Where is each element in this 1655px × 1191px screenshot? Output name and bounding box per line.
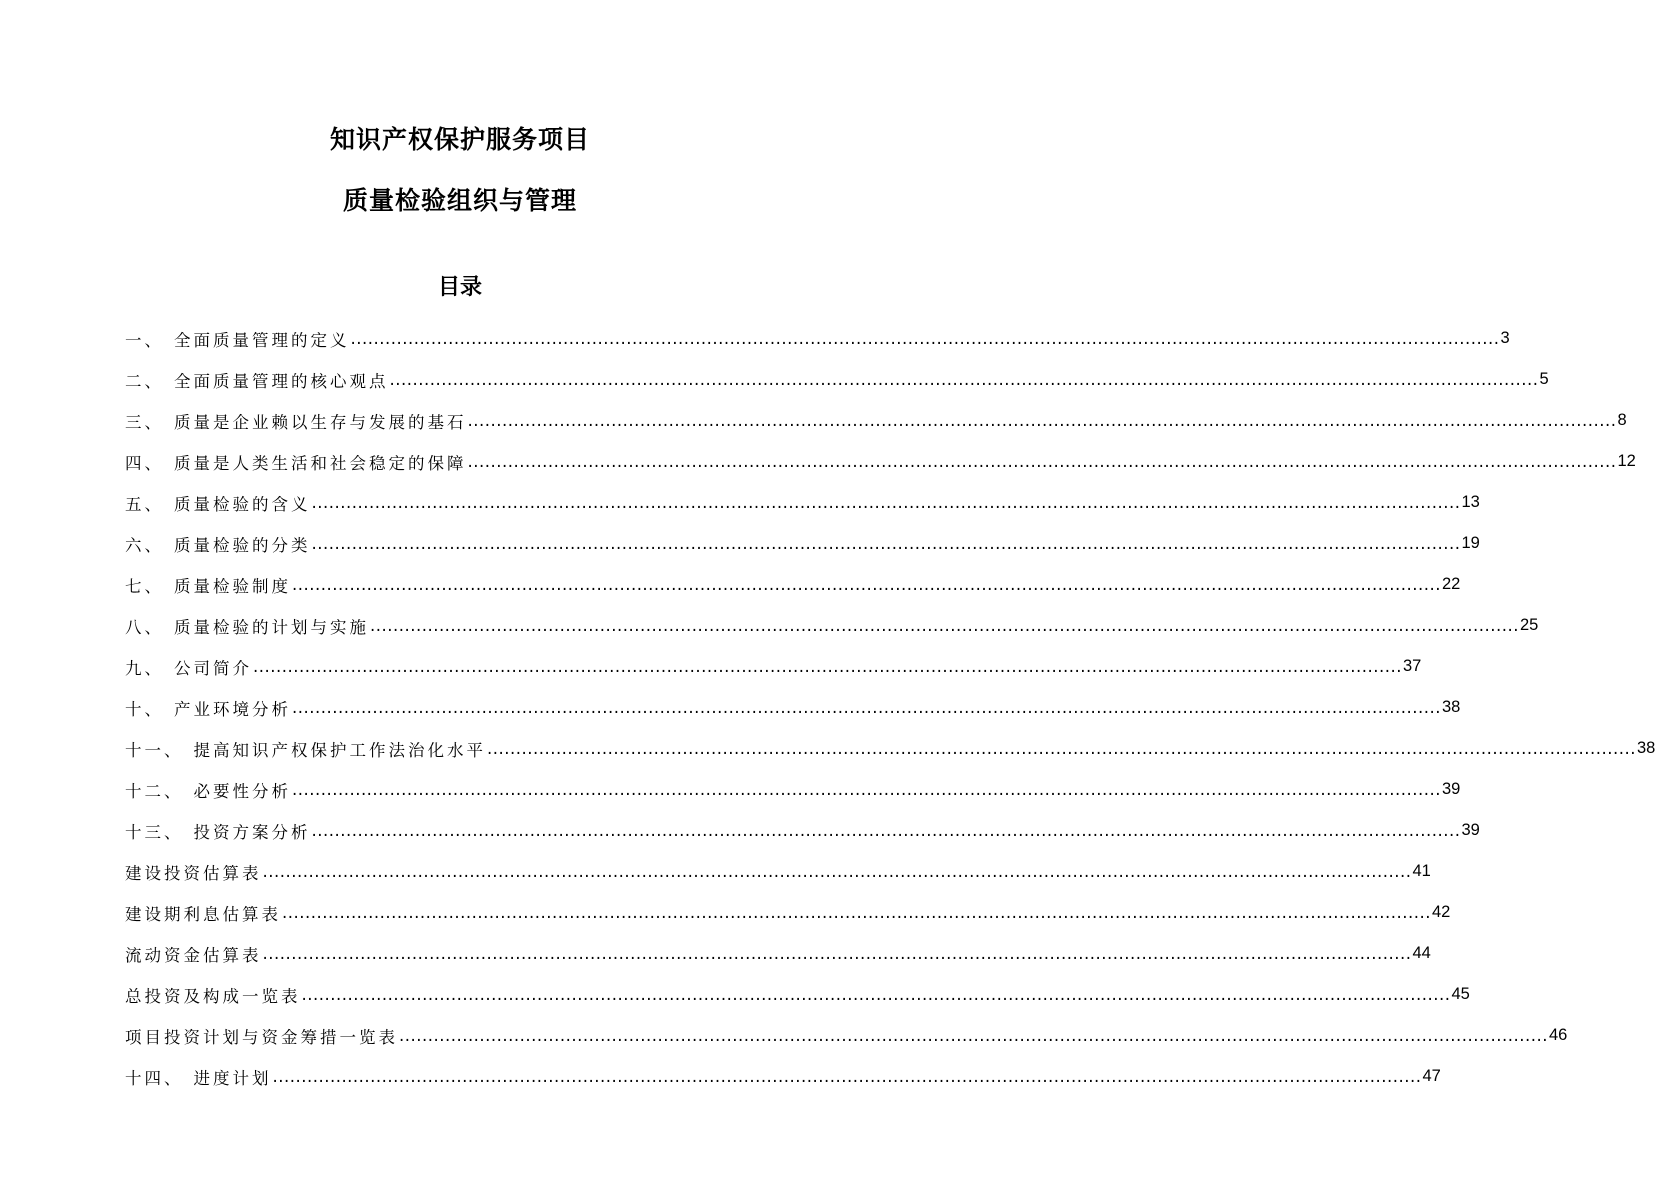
toc-entry[interactable] (125, 359, 1549, 400)
toc-entry[interactable] (125, 974, 1470, 1015)
toc-entry-page: 46 (1548, 1026, 1568, 1044)
toc-entry-number: 十一、 (125, 740, 184, 760)
document-title-line-1: 知识产权保护服务项目 (329, 125, 590, 154)
toc-entry-page: 41 (1412, 862, 1431, 880)
toc-leader-dots: ........................................................................................................................................................................................................ (467, 411, 1617, 430)
toc-entry-page: 5 (1539, 370, 1549, 388)
toc-entry-title: 质量检验的计划与实施 (174, 617, 369, 637)
toc-leader-dots: ........................................................................................................................................................................................................ (311, 534, 1461, 553)
toc-entry[interactable] (125, 810, 1480, 851)
toc-entry-title: 进度计划 (193, 1068, 272, 1088)
toc-entry-page: 39 (1441, 780, 1461, 798)
toc-entry-number: 二、 (125, 371, 164, 391)
toc-leader-dots: ........................................................................................................................................................................................................ (487, 739, 1636, 758)
toc-entry-title: 质量是企业赖以生存与发展的基石 (174, 412, 467, 432)
toc-entry-title: 投资方案分析 (193, 822, 311, 842)
toc-entry-number: 十、 (125, 699, 164, 719)
toc-leader-dots: ........................................................................................................................................................................................................ (399, 1026, 1548, 1045)
toc-entry[interactable] (125, 482, 1480, 523)
toc-entry-title: 必要性分析 (193, 781, 291, 801)
toc-leader-dots: ........................................................................................................................................................................................................ (292, 698, 1441, 717)
toc-entry-page: 3 (1500, 329, 1510, 347)
toc-entry-page: 22 (1441, 575, 1461, 593)
toc-leader-dots: ........................................................................................................................................................................................................ (253, 657, 1402, 676)
toc-entry-title: 项目投资计划与资金筹措一览表 (125, 1027, 398, 1047)
toc-entry-title: 质量检验制度 (174, 576, 291, 596)
toc-entry-number: 十二、 (125, 781, 184, 801)
toc-entry[interactable] (125, 605, 1539, 646)
toc-entry-page: 8 (1617, 411, 1627, 429)
toc-entry[interactable] (125, 687, 1461, 728)
toc-entry-number: 八、 (125, 617, 164, 637)
toc-entry-title: 提高知识产权保护工作法治化水平 (193, 740, 486, 760)
toc-entry-title: 建设期利息估算表 (125, 904, 281, 924)
toc-entry-page: 42 (1431, 903, 1451, 921)
toc-leader-dots: ........................................................................................................................................................................................................ (262, 944, 1412, 963)
toc-leader-dots: ........................................................................................................................................................................................................ (389, 370, 1539, 389)
toc-entry-page: 39 (1461, 821, 1480, 839)
document-title-line-2: 质量检验组织与管理 (342, 186, 577, 215)
toc-entry-number: 六、 (125, 535, 164, 555)
toc-entry[interactable] (125, 564, 1461, 605)
table-of-contents (125, 318, 1655, 1097)
toc-entry-page: 38 (1636, 739, 1655, 757)
toc-entry-number: 十三、 (125, 822, 184, 842)
toc-entry[interactable] (125, 728, 1655, 769)
toc-leader-dots: ........................................................................................................................................................................................................ (311, 821, 1461, 840)
toc-entry-title: 全面质量管理的定义 (174, 330, 350, 350)
toc-leader-dots: ........................................................................................................................................................................................................ (301, 985, 1451, 1004)
toc-leader-dots: ........................................................................................................................................................................................................ (311, 493, 1461, 512)
toc-heading: 目录 (437, 275, 482, 300)
toc-leader-dots: ........................................................................................................................................................................................................ (292, 575, 1441, 594)
toc-entry-number: 十四、 (125, 1068, 184, 1088)
toc-entry[interactable] (125, 523, 1480, 564)
toc-entry-page: 45 (1451, 985, 1470, 1003)
toc-entry-page: 38 (1441, 698, 1461, 716)
toc-entry[interactable] (125, 933, 1431, 974)
toc-entry-title: 全面质量管理的核心观点 (174, 371, 389, 391)
toc-entry-page: 19 (1461, 534, 1480, 552)
toc-entry-number: 三、 (125, 412, 164, 432)
toc-entry[interactable] (125, 851, 1431, 892)
toc-entry[interactable] (125, 892, 1451, 933)
toc-entry-title: 总投资及构成一览表 (125, 986, 301, 1006)
toc-entry[interactable] (125, 1056, 1441, 1097)
toc-entry-page: 25 (1519, 616, 1539, 634)
toc-leader-dots: ........................................................................................................................................................................................................ (282, 903, 1431, 922)
toc-leader-dots: ........................................................................................................................................................................................................ (370, 616, 1519, 635)
toc-entry[interactable] (125, 318, 1510, 359)
toc-entry-title: 质量是人类生活和社会稳定的保障 (174, 453, 467, 473)
toc-entry-title: 公司简介 (174, 658, 252, 678)
toc-entry-title: 质量检验的含义 (174, 494, 311, 514)
toc-entry[interactable] (125, 441, 1636, 482)
toc-leader-dots: ........................................................................................................................................................................................................ (467, 452, 1617, 471)
toc-leader-dots: ........................................................................................................................................................................................................ (350, 329, 1500, 348)
toc-entry-page: 13 (1461, 493, 1480, 511)
toc-entry-title: 流动资金估算表 (125, 945, 262, 965)
toc-entry-page: 47 (1422, 1067, 1441, 1085)
toc-entry-number: 七、 (125, 576, 164, 596)
toc-entry-title: 产业环境分析 (174, 699, 291, 719)
toc-entry[interactable] (125, 769, 1461, 810)
toc-leader-dots: ........................................................................................................................................................................................................ (272, 1067, 1422, 1086)
toc-entry-number: 四、 (125, 453, 164, 473)
toc-entry-page: 44 (1412, 944, 1431, 962)
toc-leader-dots: ........................................................................................................................................................................................................ (292, 780, 1441, 799)
toc-entry-number: 九、 (125, 658, 164, 678)
toc-entry-number: 五、 (125, 494, 164, 514)
toc-leader-dots: ........................................................................................................................................................................................................ (262, 862, 1412, 881)
toc-entry[interactable] (125, 400, 1627, 441)
toc-entry-number: 一、 (125, 330, 164, 350)
toc-entry-title: 质量检验的分类 (174, 535, 311, 555)
toc-entry-page: 37 (1402, 657, 1422, 675)
toc-entry[interactable] (125, 646, 1422, 687)
toc-entry-title: 建设投资估算表 (125, 863, 262, 883)
toc-entry-page: 12 (1617, 452, 1636, 470)
toc-entry[interactable] (125, 1015, 1568, 1056)
